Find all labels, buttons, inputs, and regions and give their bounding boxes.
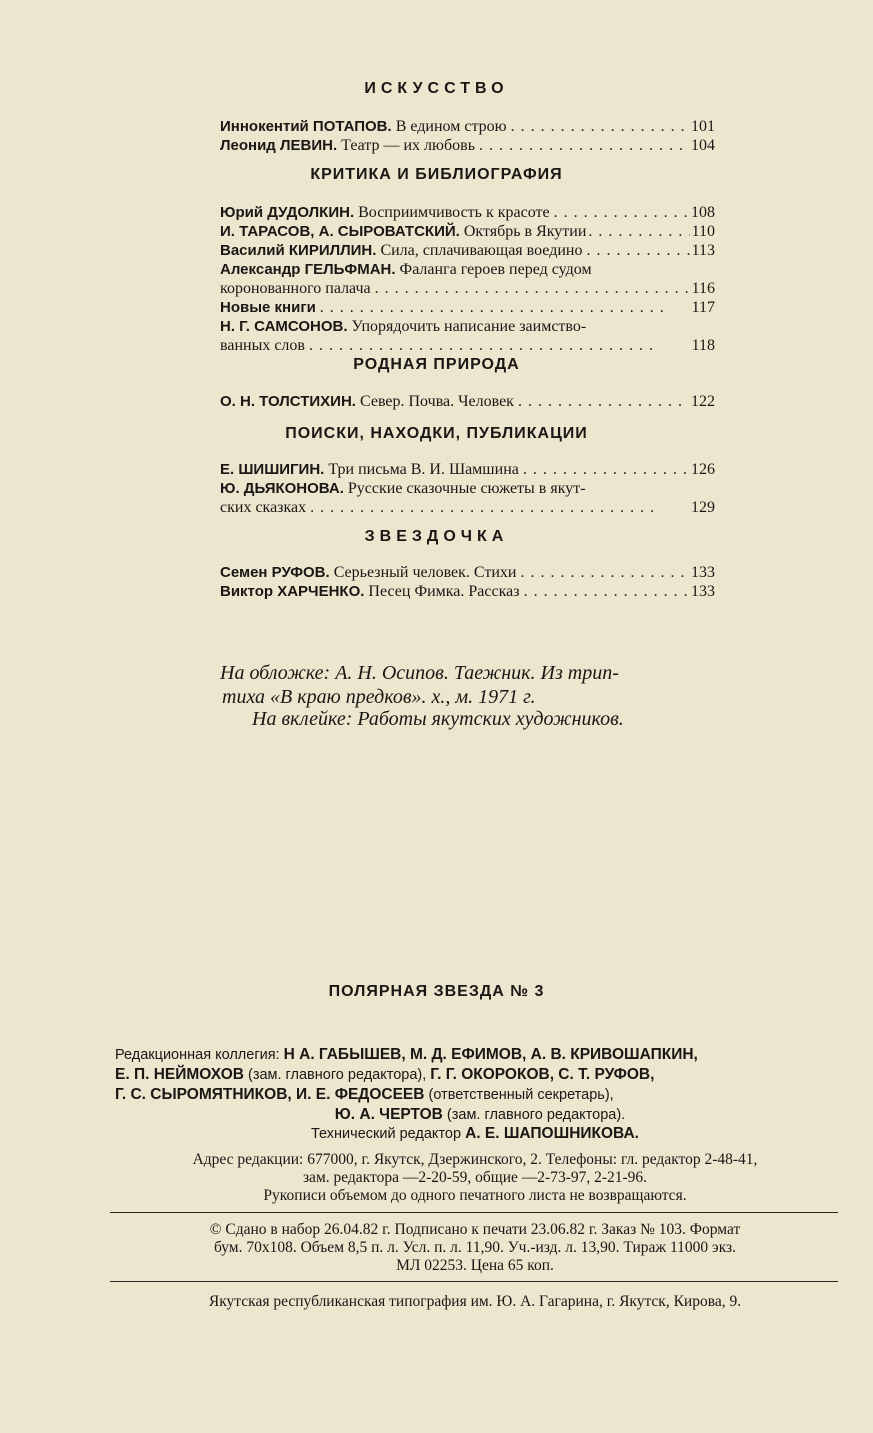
board-members: Г. Г. ОКОРОКОВ, С. Т. РУФОВ, — [430, 1066, 655, 1083]
cover-note-line-3: На вклейке: Работы якутских художников. — [252, 708, 624, 730]
address-line-2: зам. редактора —2-20-59, общие —2-73-97, 2-21-96. — [302, 1169, 648, 1186]
entry-page: 113 — [691, 242, 715, 259]
toc-entry — [220, 241, 715, 260]
board-role: (зам. главного редактора). — [446, 1107, 626, 1123]
entry-title: Упорядочить написание заимство- — [351, 318, 587, 335]
entry-page: 108 — [691, 204, 715, 221]
tech-editor-label: Технический редактор — [311, 1126, 462, 1142]
entry-author: О. Н. ТОЛСТИХИН. — [220, 393, 356, 410]
address-line-3: Рукописи объемом до одного печатного листа не возвращаются. — [263, 1187, 687, 1204]
toc-entry — [220, 260, 715, 298]
editorial-board — [115, 1045, 845, 1125]
entry-author: Леонид ЛЕВИН. — [220, 137, 338, 154]
section-title-poiski: ПОИСКИ, НАХОДКИ, ПУБЛИКАЦИИ — [285, 425, 588, 442]
board-member: Е. П. НЕЙМОХОВ — [115, 1066, 244, 1083]
entry-author: Семен РУФОВ. — [220, 564, 330, 581]
toc-entry — [220, 136, 715, 155]
board-members: Г. С. СЫРОМЯТНИКОВ, И. Е. ФЕДОСЕЕВ — [115, 1086, 425, 1103]
entry-author: Александр ГЕЛЬФМАН. — [220, 261, 396, 278]
entry-author: Иннокентий ПОТАПОВ. — [220, 118, 392, 135]
entry-title-continued: ских сказках — [220, 499, 307, 516]
entry-title: Север. Почва. Человек — [359, 393, 514, 410]
entry-page: 133 — [691, 564, 715, 581]
entry-author: Е. ШИШИГИН. — [220, 461, 325, 478]
divider-rule — [110, 1281, 838, 1282]
magazine-title: ПОЛЯРНАЯ ЗВЕЗДА № 3 — [328, 983, 545, 1000]
entry-title-continued: коронованного палача — [220, 280, 371, 297]
entry-title: Театр — их любовь — [341, 137, 475, 154]
toc-entry — [220, 203, 715, 222]
entry-author: Ю. ДЬЯКОНОВА. — [220, 480, 344, 497]
print-info-line-1: © Сдано в набор 26.04.82 г. Подписано к печати 23.06.82 г. Заказ № 103. Формат — [209, 1221, 741, 1238]
entry-page: 101 — [691, 118, 715, 135]
entry-author: Юрий ДУДОЛКИН. — [220, 204, 355, 221]
tech-editor-name: А. Е. ШАПОШНИКОВА. — [465, 1125, 639, 1142]
address-line-1: Адрес редакции: 677000, г. Якутск, Дзержинского, 2. Телефоны: гл. редактор 2-48-41, — [192, 1151, 758, 1168]
entry-title: Восприимчивость к красоте — [358, 204, 550, 221]
board-role: (ответственный секретарь), — [428, 1087, 614, 1103]
entry-author: И. ТАРАСОВ, А. СЫРОВАТСКИЙ. — [220, 223, 460, 240]
toc-entry — [220, 298, 715, 317]
toc-entry — [220, 460, 715, 479]
print-info-line-2: бум. 70x108. Объем 8,5 п. л. Усл. п. л. 11,90. Уч.-изд. л. 13,90. Тираж 11000 экз. — [213, 1239, 737, 1256]
entry-page: 110 — [691, 223, 715, 240]
tech-editor — [110, 1124, 840, 1144]
toc-entry — [220, 317, 715, 355]
entry-page: 118 — [691, 337, 715, 354]
entry-page: 126 — [691, 461, 715, 478]
entry-author: Василий КИРИЛЛИН. — [220, 242, 377, 259]
entry-author: Новые книги — [220, 299, 316, 316]
entry-title: Фаланга героев перед судом — [399, 261, 592, 278]
entry-title: Октябрь в Якутии — [463, 223, 587, 240]
toc-entry — [220, 563, 715, 582]
board-member: Ю. А. ЧЕРТОВ — [334, 1106, 443, 1123]
toc-entry — [220, 479, 715, 517]
entry-title: Сила, сплачивающая воедино — [380, 242, 583, 259]
entry-author: Виктор ХАРЧЕНКО. — [220, 583, 365, 600]
entry-title: Песец Фимка. Рассказ — [368, 583, 520, 600]
board-members: Н А. ГАБЫШЕВ, М. Д. ЕФИМОВ, А. В. КРИВОШАПКИН, — [283, 1046, 698, 1063]
cover-note-line-2: тиха «В краю предков». х., м. 1971 г. — [222, 686, 536, 708]
printer-line: Якутская республиканская типография им. Ю. А. Гагарина, г. Якутск, Кирова, 9. — [208, 1293, 742, 1310]
entry-title: Русские сказочные сюжеты в якут- — [347, 480, 586, 497]
toc-entry — [220, 222, 715, 241]
entry-page: 129 — [691, 499, 715, 516]
section-title-priroda: РОДНАЯ ПРИРОДА — [353, 356, 520, 373]
entry-page: 116 — [691, 280, 715, 297]
entry-title-continued: ванных слов — [220, 337, 305, 354]
section-title-kritika: КРИТИКА И БИБЛИОГРАФИЯ — [310, 166, 563, 183]
toc-entry — [220, 582, 715, 601]
entry-page: 104 — [691, 137, 715, 154]
section-title-zvezdochka: ЗВЕЗДОЧКА — [364, 528, 509, 545]
divider-rule — [110, 1212, 838, 1213]
board-label: Редакционная коллегия: — [115, 1047, 280, 1063]
entry-title: Серьезный человек. Стихи — [333, 564, 517, 581]
section-title-iskusstvo: ИСКУССТВО — [364, 80, 509, 97]
cover-note-line-1: На обложке: А. Н. Осипов. Таежник. Из трип- — [220, 662, 619, 684]
entry-page: 133 — [691, 583, 715, 600]
board-role: (зам. главного редактора), — [247, 1067, 427, 1083]
entry-author: Н. Г. САМСОНОВ. — [220, 318, 348, 335]
toc-entry — [220, 117, 715, 136]
print-info-line-3: МЛ 02253. Цена 65 коп. — [396, 1257, 554, 1274]
entry-page: 122 — [691, 393, 715, 410]
entry-title: В едином строю — [395, 118, 507, 135]
toc-entry — [220, 392, 715, 411]
entry-title: Три письма В. И. Шамшина — [328, 461, 519, 478]
entry-page: 117 — [691, 299, 715, 316]
